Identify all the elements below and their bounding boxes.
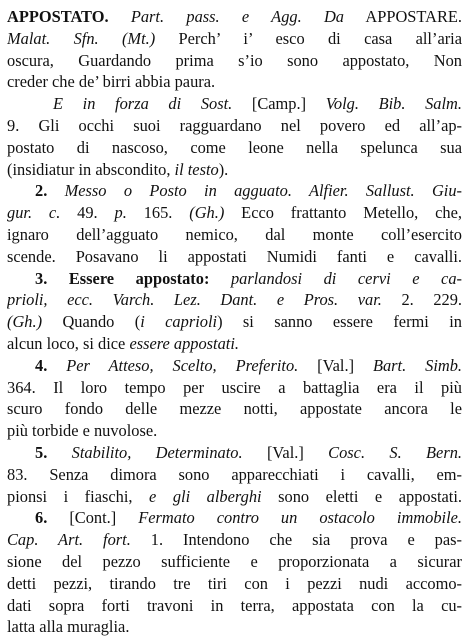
entry-line	[7, 507, 462, 529]
entry-text-run: 2. 229.	[381, 290, 462, 310]
entry-text-run: APPOSTATO.	[7, 7, 109, 26]
entry-line	[7, 595, 462, 617]
entry-text-run: oscura, Guardando prima s’io sono appostato, Non	[7, 50, 462, 70]
entry-text-run: 9. Gli occhi suoi ragguardano nel povero ed all’ap-	[7, 115, 462, 135]
entry-text-run: Per Atteso, Scelto, Preferito.	[66, 355, 299, 375]
entry-text-run: scende. Posavano li appostati Numidi fanti e cavalli.	[7, 246, 462, 266]
entry-line	[7, 50, 462, 72]
entry-text-run: [Camp.]	[232, 94, 326, 114]
entry-line	[7, 268, 462, 290]
entry-text-run: parlandosi di cervi e ca-	[230, 268, 462, 288]
entry-text-run: Quando (	[42, 312, 141, 332]
entry-text-run: (insidiatur in abscondito,	[7, 159, 175, 179]
entry-text-run: essere appostati.	[129, 333, 240, 353]
entry-line	[7, 289, 462, 311]
entry-text-run: postato di nascoso, come leone nella spelunca sua	[7, 137, 462, 157]
entry-text-run: 1. Intendono che sia prova e pas-	[130, 530, 462, 550]
entry-text-run: sione del pezzo sufficiente e proporzionata a sicurar	[7, 551, 462, 571]
entry-body	[7, 6, 462, 638]
entry-line	[7, 529, 462, 551]
entry-text-run: creder che de’ birri abbia paura.	[7, 72, 216, 92]
entry-text-run: detti pezzi, tirando tre tiri con i pezzi nudi accomo-	[7, 573, 462, 593]
entry-text-run: Part. pass. e Agg. Da	[130, 7, 344, 26]
entry-text-run: [Val.]	[298, 355, 373, 375]
entry-text-run: 4.	[35, 355, 67, 375]
entry-text-run: dati sopra forti travoni in terra, appostata con la cu-	[7, 595, 462, 615]
entry-line	[7, 442, 462, 464]
entry-text-run: Cosc. S. Bern.	[328, 442, 462, 462]
entry-line	[7, 224, 462, 246]
entry-text-run: il testo	[174, 159, 219, 179]
entry-text-run: sono eletti e appostati.	[261, 486, 462, 506]
entry-line	[7, 616, 462, 638]
entry-line	[7, 551, 462, 573]
entry-line	[7, 6, 462, 28]
entry-text-run	[109, 7, 131, 26]
entry-text-run: 3. Essere appostato:	[35, 268, 210, 288]
entry-text-run: [Cont.]	[69, 508, 139, 528]
entry-text-run: i caprioli	[140, 312, 218, 332]
entry-line	[7, 115, 462, 137]
entry-text-run: e gli alberghi	[149, 486, 262, 506]
entry-text-run: prioli, ecc. Varch. Lez. Dant. e Pros. var.	[7, 290, 382, 310]
entry-text-run: Cap. Art. fort.	[7, 530, 131, 550]
entry-text-run: Bart. Simb.	[372, 355, 462, 375]
entry-text-run: Perch’ i’ esco di casa all’aria	[155, 28, 462, 48]
entry-text-run: gur. c.	[7, 203, 61, 223]
entry-line	[7, 355, 462, 377]
entry-line	[7, 202, 462, 224]
entry-line	[7, 377, 462, 399]
entry-text-run: alcun loco, si dice	[7, 333, 130, 353]
entry-line	[7, 71, 462, 93]
entry-text-run: più torbide e nuvolose.	[7, 421, 158, 441]
entry-text-run	[209, 269, 231, 288]
entry-text-run: Stabilito, Determinato.	[71, 442, 243, 462]
entry-text-run: ) si sanno essere fermi in	[217, 312, 462, 332]
entry-text-run: 165.	[126, 203, 190, 223]
entry-line	[7, 246, 462, 268]
entry-text-run: Volg. Bib. Salm.	[325, 94, 462, 114]
entry-line	[7, 159, 462, 181]
entry-line	[7, 420, 462, 442]
entry-line	[7, 573, 462, 595]
entry-text-run: 5.	[35, 442, 72, 462]
entry-line	[7, 180, 462, 202]
entry-text-run: Fermato contro un ostacolo immobile.	[138, 508, 462, 528]
entry-line	[7, 464, 462, 486]
entry-text-run: (Gh.)	[189, 203, 225, 223]
entry-text-run: ).	[218, 159, 229, 179]
entry-text-run: p.	[114, 203, 127, 223]
entry-text-run: Ecco frattanto Metello, che,	[224, 203, 462, 223]
entry-text-run: pionsi i fiaschi,	[7, 486, 150, 506]
entry-line	[7, 137, 462, 159]
entry-text-run: latta alla muraglia.	[7, 617, 130, 637]
entry-line	[7, 93, 462, 115]
entry-text-run: E in forza di Sost.	[53, 94, 233, 114]
entry-line	[7, 311, 462, 333]
entry-text-run: [Val.]	[242, 442, 329, 462]
entry-text-run: ignaro dell’agguato nemico, dal monte coll’esercito	[7, 224, 462, 244]
entry-text-run: APPOSTARE.	[344, 7, 462, 26]
entry-text-run: 49.	[60, 203, 115, 223]
entry-line	[7, 398, 462, 420]
entry-text-run: 6.	[35, 508, 70, 528]
entry-text-run: scuro fondo delle mezze notti, appostate ancora le	[7, 399, 462, 419]
entry-text-run: 2.	[35, 181, 65, 201]
entry-text-run: Messo o Posto in agguato. Alfier. Sallust. Giu-	[64, 181, 462, 201]
entry-line	[7, 333, 462, 355]
entry-text-run: 83. Senza dimora sono apparecchiati i cavalli, em-	[7, 464, 462, 484]
entry-text-run: (Gh.)	[7, 312, 43, 332]
entry-line	[7, 486, 462, 508]
entry-text-run: Malat. Sfn. (Mt.)	[7, 28, 156, 48]
entry-line	[7, 28, 462, 50]
entry-text-run: 364. Il loro tempo per uscire a battaglia era il più	[7, 377, 462, 397]
